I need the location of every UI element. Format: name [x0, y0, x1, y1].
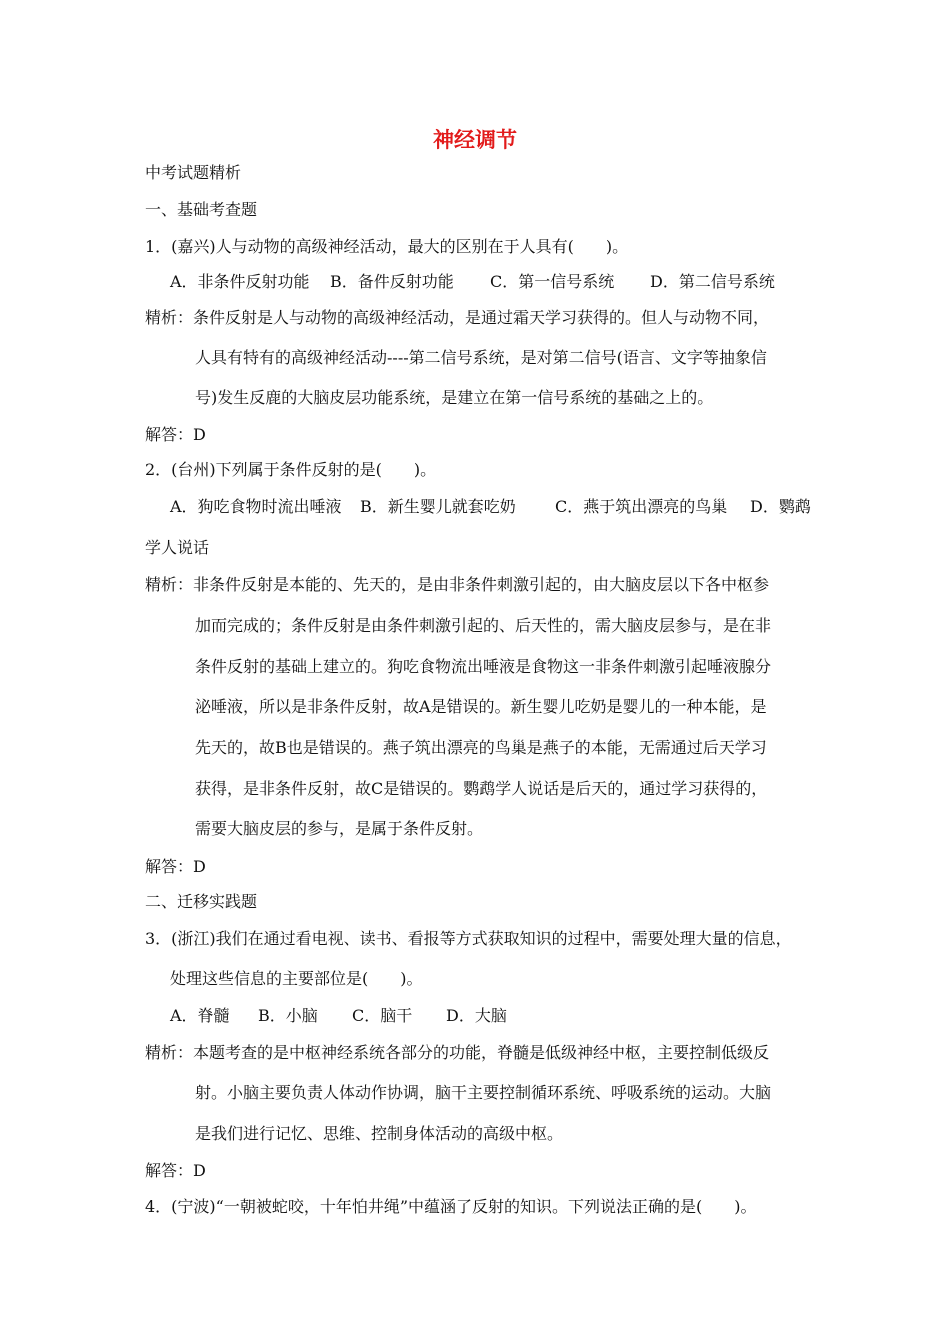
option-d: D．鹦鹉	[750, 497, 811, 516]
question-3-stem-continued: 处理这些信息的主要部位是( )。	[170, 969, 423, 988]
question-2-analysis-line: 精析：非条件反射是本能的、先天的，是由非条件刺激引起的，由大脑皮层以下各中枢参	[145, 575, 770, 594]
question-1-analysis-line: 人具有特有的高级神经活动----第二信号系统，是对第二信号(语言、文字等抽象信	[195, 348, 767, 367]
question-2-analysis-line: 泌唾液，所以是非条件反射，故A是错误的。新生婴儿吃奶是婴儿的一种本能，是	[195, 697, 767, 716]
question-1-options	[170, 272, 775, 292]
option-b: B．新生婴儿就套吃奶	[360, 497, 516, 516]
question-3-options	[170, 1006, 507, 1026]
question-4-stem: 4．(宁波)“一朝被蛇咬，十年怕井绳”中蕴涵了反射的知识。下列说法正确的是( )。	[145, 1197, 757, 1216]
question-2-analysis-line: 获得，是非条件反射，故C是错误的。鹦鹉学人说话是后天的，通过学习获得的，	[195, 779, 768, 798]
question-2-analysis-line: 条件反射的基础上建立的。狗吃食物流出唾液是食物这一非条件刺激引起唾液腺分	[195, 657, 772, 676]
question-1-answer: 解答：D	[145, 425, 206, 444]
page-title: 神经调节	[433, 128, 517, 152]
question-1-analysis-line: 号)发生反鹿的大脑皮层功能系统，是建立在第一信号系统的基础之上的。	[195, 388, 714, 407]
question-2-analysis-line: 需要大脑皮层的参与，是属于条件反射。	[195, 819, 484, 838]
question-3-analysis-line: 精析：本题考查的是中枢神经系统各部分的功能，脊髓是低级神经中枢，主要控制低级反	[145, 1043, 770, 1062]
option-a: A．狗吃食物时流出唾液	[170, 497, 342, 516]
intro-heading: 中考试题精析	[145, 163, 242, 182]
option-d: D．第二信号系统	[650, 272, 775, 291]
option-b: B．备件反射功能	[330, 272, 454, 291]
option-b: B．小脑	[258, 1006, 318, 1025]
question-1-stem: 1．(嘉兴)人与动物的高级神经活动，最大的区别在于人具有( )。	[145, 237, 629, 256]
question-3-answer: 解答：D	[145, 1161, 206, 1180]
section-heading-2: 二、迁移实践题	[145, 892, 258, 911]
question-2-analysis-line: 先天的，故B也是错误的。燕子筑出漂亮的鸟巢是燕子的本能，无需通过后天学习	[195, 738, 767, 757]
option-a: A．脊髓	[170, 1006, 230, 1025]
question-3-analysis-line: 是我们进行记忆、思维、控制身体活动的高级中枢。	[195, 1124, 564, 1143]
question-3-stem: 3．(浙江)我们在通过看电视、读书、看报等方式获取知识的过程中，需要处理大量的信息，	[145, 929, 792, 948]
question-2-option-d-continued: 学人说话	[145, 538, 210, 557]
question-3-analysis-line: 射。小脑主要负责人体动作协调，脑干主要控制循环系统、呼吸系统的运动。大脑	[195, 1083, 772, 1102]
question-2-options	[170, 497, 811, 517]
question-2-stem: 2．(台州)下列属于条件反射的是( )。	[145, 460, 437, 479]
question-2-answer: 解答：D	[145, 857, 206, 876]
option-d: D．大脑	[446, 1006, 507, 1025]
option-c: C．第一信号系统	[490, 272, 615, 291]
option-c: C．燕于筑出漂亮的鸟巢	[555, 497, 728, 516]
option-c: C．脑干	[352, 1006, 413, 1025]
option-a: A．非条件反射功能	[170, 272, 310, 291]
question-2-analysis-line: 加而完成的；条件反射是由条件刺激引起的、后天性的，需大脑皮层参与，是在非	[195, 616, 772, 635]
question-1-analysis-line: 精析：条件反射是人与动物的高级神经活动，是通过霜天学习获得的。但人与动物不同，	[145, 308, 770, 327]
section-heading-1: 一、基础考查题	[145, 200, 258, 219]
